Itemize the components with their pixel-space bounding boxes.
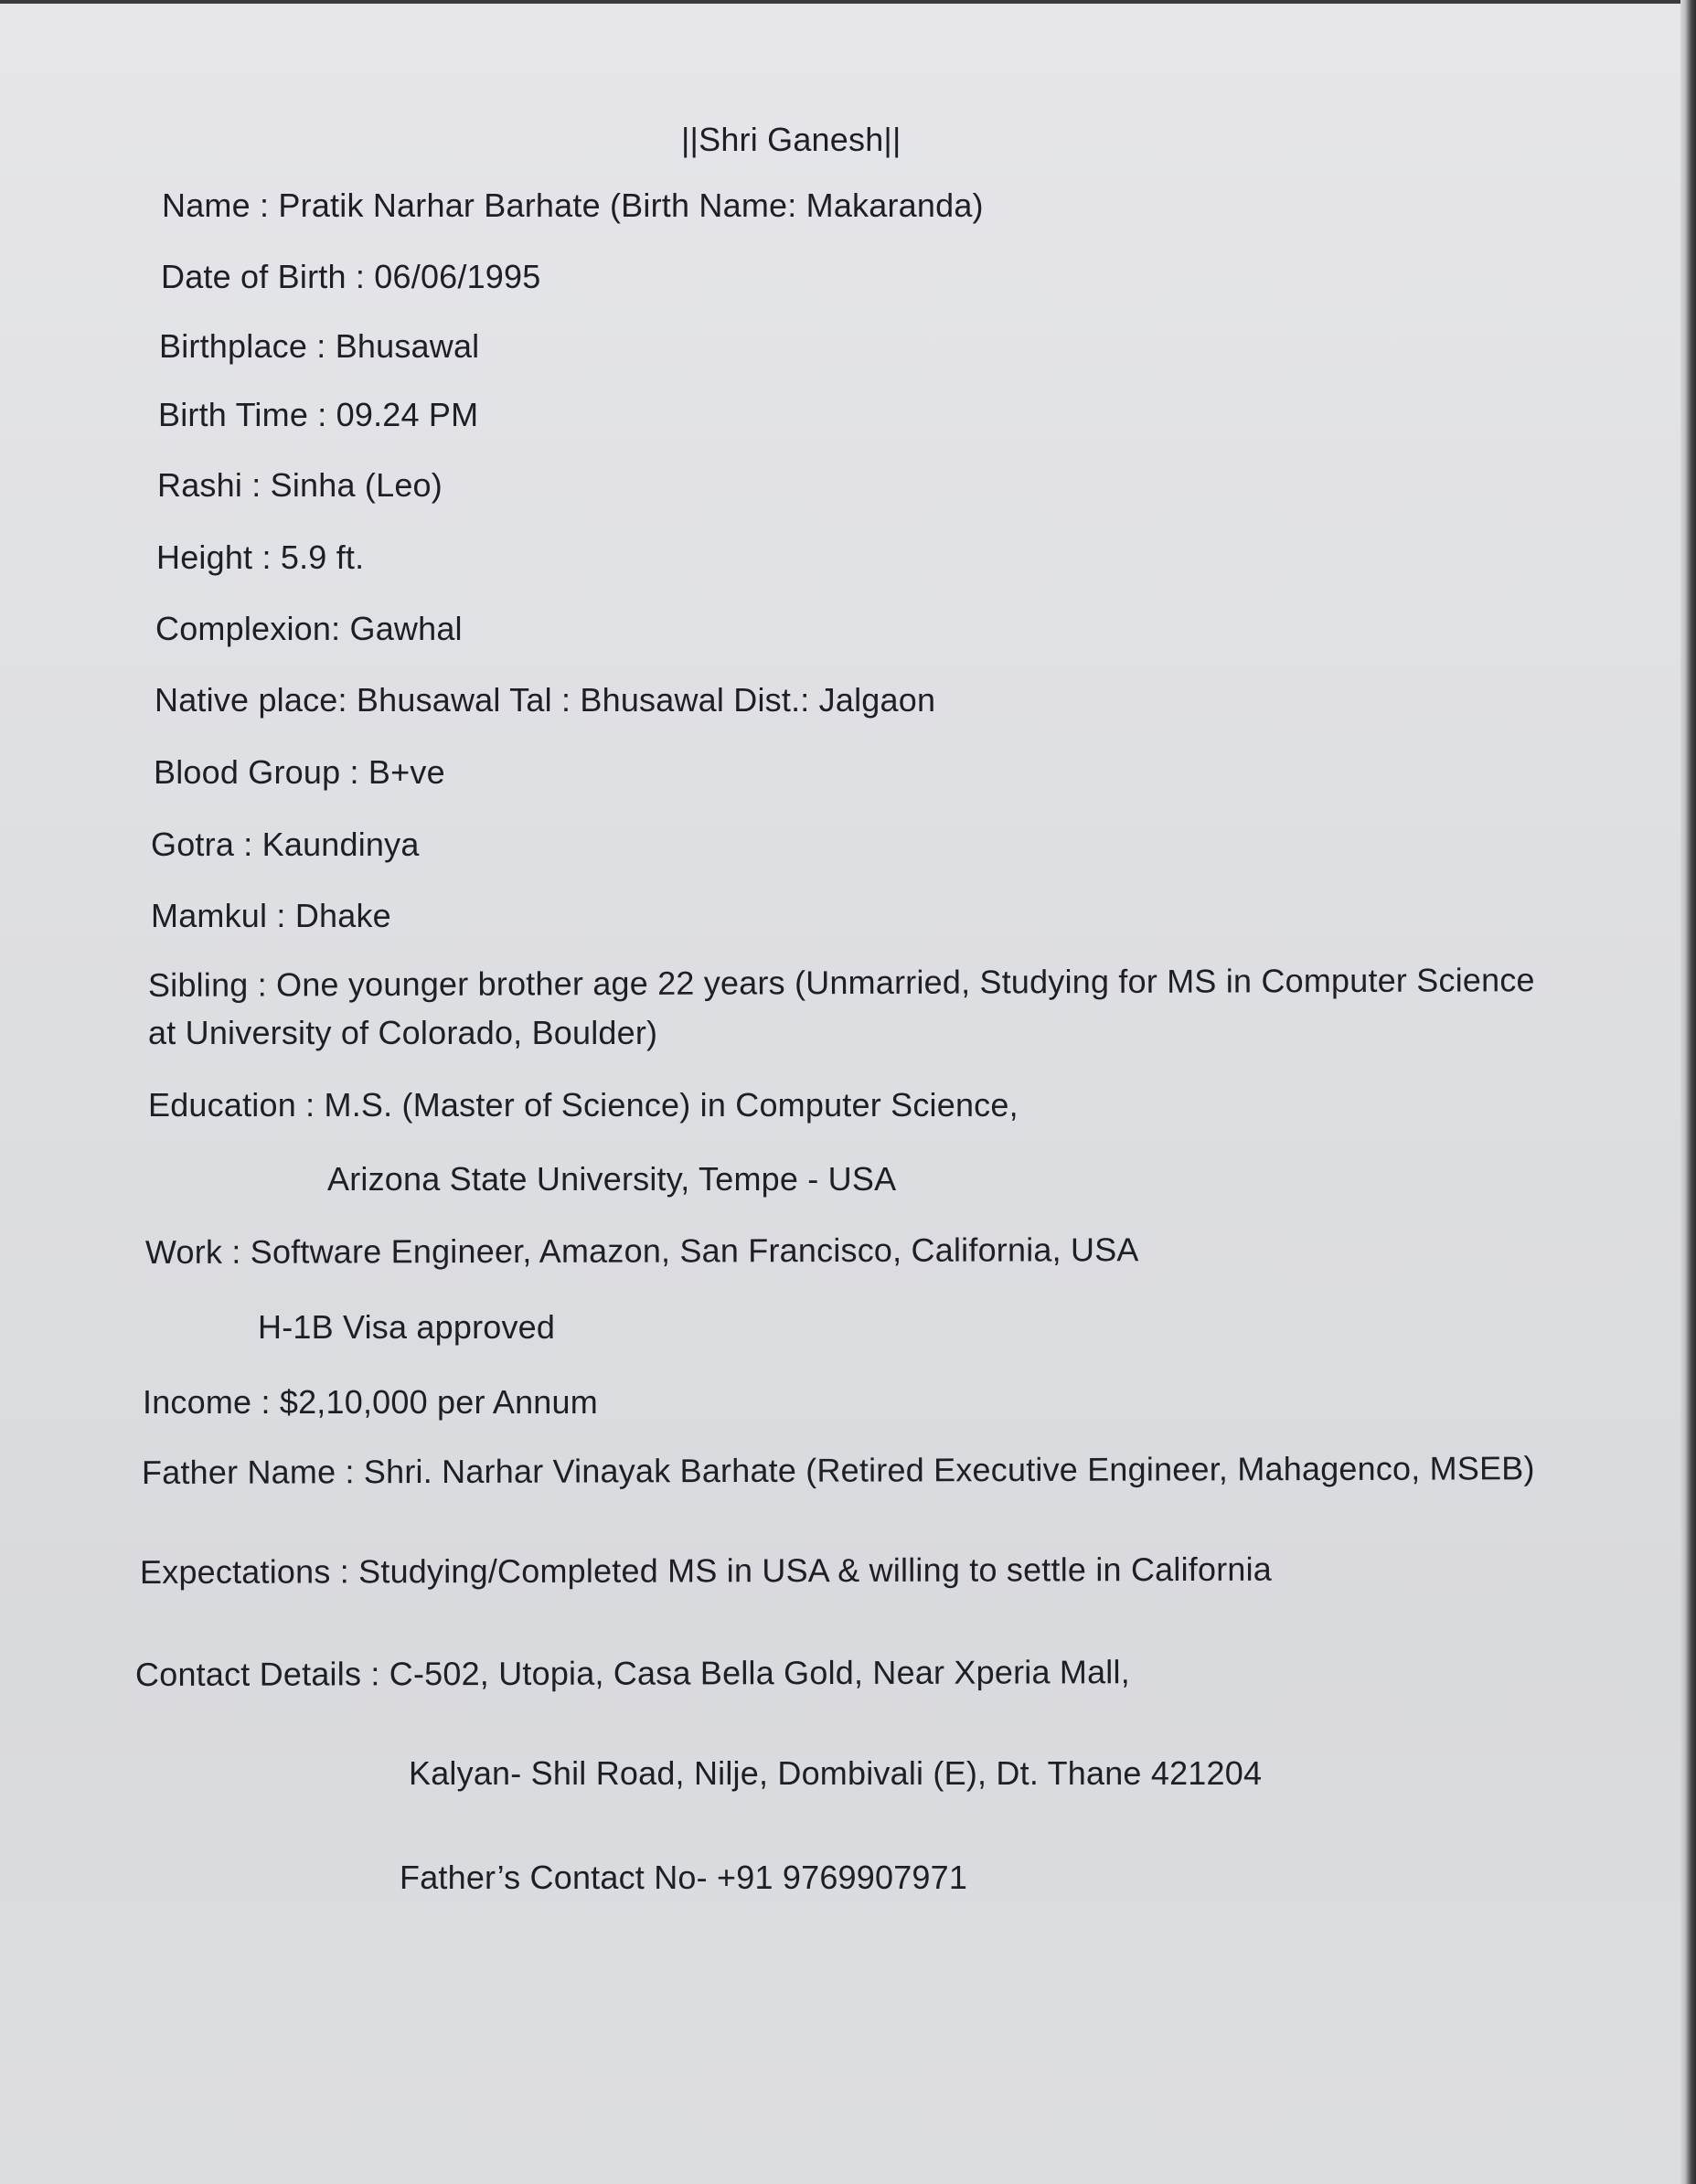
field-contact-line1: Contact Details : C-502, Utopia, Casa Bella Gold, Near Xperia Mall, [134,1653,1130,1693]
field-education-line1: Education : M.S. (Master of Science) in Computer Science, [148,1086,1019,1124]
field-rashi: Rashi : Sinha (Leo) [157,466,443,504]
field-blood-group: Blood Group : B+ve [154,753,445,791]
field-contact-line2: Kalyan- Shil Road, Nilje, Dombivali (E), Dt. Thane 421204 [409,1754,1263,1792]
field-name: Name : Pratik Narhar Barhate (Birth Name: Makaranda) [162,186,984,224]
field-gotra: Gotra : Kaundinya [151,826,420,863]
field-birthplace: Birthplace : Bhusawal [159,327,480,365]
field-education-line2: Arizona State University, Tempe - USA [327,1160,897,1198]
page-right-edge [1680,0,1696,2184]
field-work-line1: Work : Software Engineer, Amazon, San Francisco, California, USA [144,1230,1139,1271]
field-father-name: Father Name : Shri. Narhar Vinayak Barhate (Retired Executive Engineer, Mahagenco, MSEB) [141,1449,1535,1491]
field-expectations: Expectations : Studying/Completed MS in USA & willing to settle in California [139,1550,1273,1591]
field-mamkul: Mamkul : Dhake [151,897,391,934]
field-height: Height : 5.9 ft. [156,538,365,576]
field-income: Income : $2,10,000 per Annum [143,1383,598,1421]
field-work-line2: H-1B Visa approved [258,1308,556,1346]
field-complexion: Complexion: Gawhal [155,610,463,647]
field-date-of-birth: Date of Birth : 06/06/1995 [161,258,541,295]
field-native-place: Native place: Bhusawal Tal : Bhusawal Dist.: Jalgaon [155,681,936,719]
field-sibling-line1: Sibling : One younger brother age 22 years (Unmarried, Studying for MS in Computer Science [147,961,1535,1004]
document-page [0,4,1680,2184]
document-header: ||Shri Ganesh|| [681,121,901,158]
field-birth-time: Birth Time : 09.24 PM [158,396,479,433]
field-sibling-line2: at University of Colorado, Boulder) [148,1014,658,1051]
field-contact-line3: Father’s Contact No- +91 9769907971 [400,1859,968,1896]
